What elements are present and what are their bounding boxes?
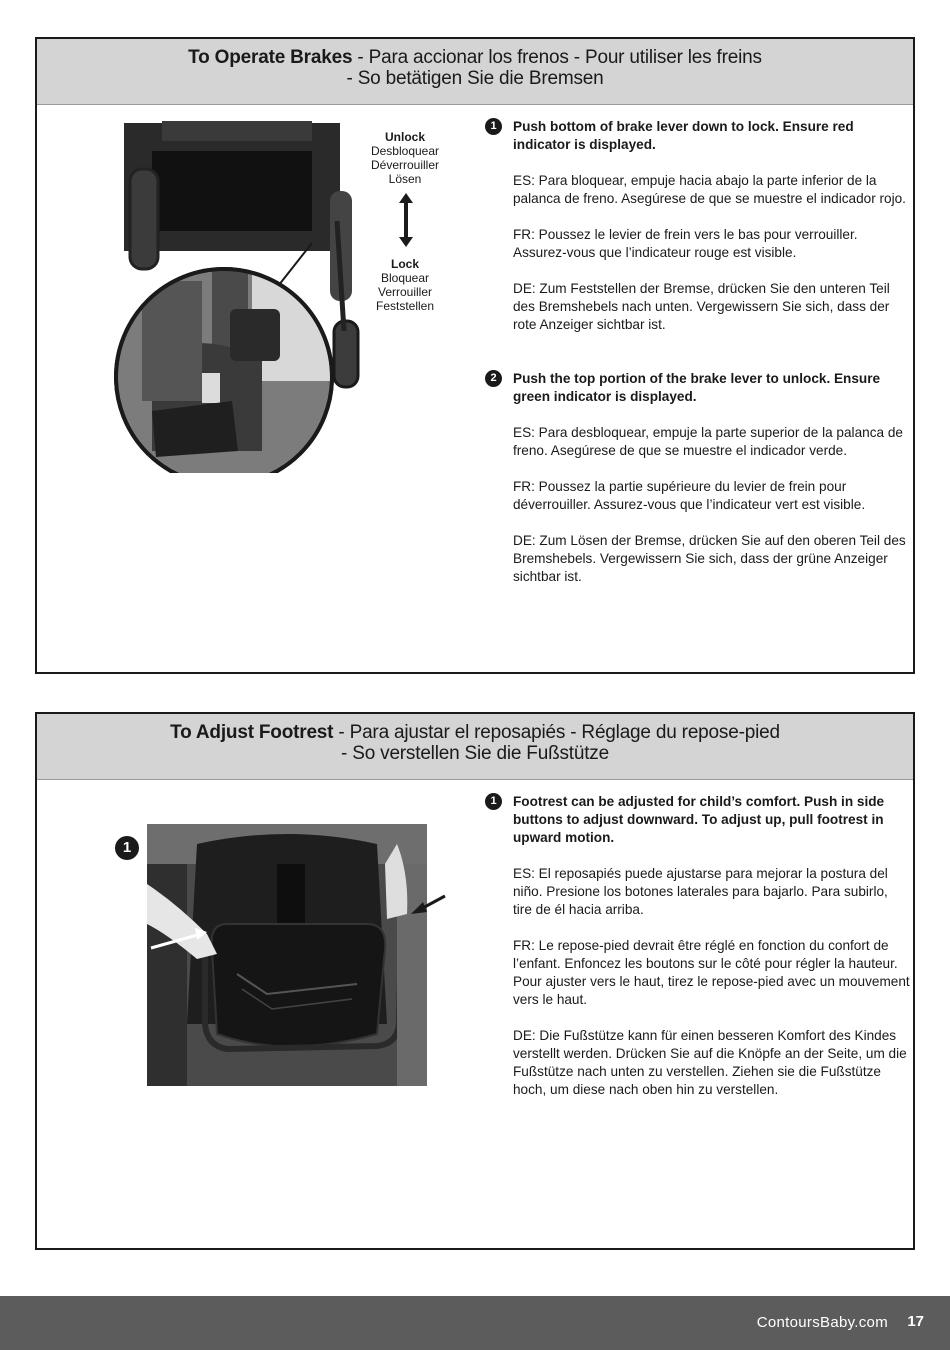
photo-step-badge: 1: [115, 836, 139, 860]
footrest-title-line2: - So verstellen Sie die Fußstütze: [341, 743, 609, 764]
website-link: ContoursBaby.com: [756, 1314, 888, 1331]
footrest-title-bold: To Adjust Footrest: [170, 722, 334, 743]
lock-label: Lock Bloquear Verrouiller Feststellen: [375, 257, 435, 313]
brakes-step-1: [485, 118, 910, 334]
footrest-title-rest: - Para ajustar el reposapiés - Réglage du repose-pied: [333, 722, 780, 743]
footrest-step-1: [485, 793, 910, 1099]
step-text-en: Push bottom of brake lever down to lock. Ensure red indicator is displayed.: [513, 119, 854, 152]
step-number-badge: 1: [485, 793, 502, 810]
up-down-arrow-icon: [398, 193, 414, 247]
brakes-header: [37, 39, 913, 105]
step-text-es: ES: El reposapiés puede ajustarse para mejorar la postura del niño. Presione los botones laterales para bajarlo. Para subirlo, tire de él hacia arriba.: [513, 866, 888, 917]
step-text-en: Push the top portion of the brake lever to unlock. Ensure green indicator is displayed.: [513, 371, 881, 404]
footrest-steps: [485, 793, 910, 1117]
brakes-title-bold: To Operate Brakes: [188, 47, 353, 68]
step-text-de: DE: Zum Lösen der Bremse, drücken Sie auf den oberen Teil des Bremshebels. Vergewissern Sie sich, dass der grüne Anzeiger sichtbar ist.: [513, 533, 906, 584]
step-text-es: ES: Para desbloquear, empuje la parte superior de la palanca de freno. Asegúrese de que se muestre el indicador verde.: [513, 425, 903, 458]
unlock-label: Unlock Desbloquear Déverrouiller Lösen: [370, 130, 440, 186]
step-text-en: Footrest can be adjusted for child’s comfort. Push in side buttons to adjust downward. To adjust up, pull footrest in upward motion.: [513, 794, 885, 845]
page-footer: [0, 1296, 950, 1350]
step-number-badge: 1: [485, 118, 502, 135]
step-text-de: DE: Zum Feststellen der Bremse, drücken Sie den unteren Teil des Bremshebels nach unten. Vergewissern Sie sich, dass der rote Anzeiger sichtbar ist.: [513, 281, 890, 332]
footrest-section: [35, 712, 915, 1250]
step-text-fr: FR: Poussez le levier de frein vers le bas pour verrouiller. Assurez-vous que l’indicateur rouge est visible.: [513, 227, 858, 260]
step-text-de: DE: Die Fußstütze kann für einen besseren Komfort des Kindes verstellt werden. Drücken Sie auf die Knöpfe an der Seite, um die Fußstütze nach unten zu verstellen. Ziehen sie die Fußstütze hoch, um diese nach oben hin zu verstellen.: [513, 1028, 907, 1097]
step-number-badge: 2: [485, 370, 502, 387]
step-text-es: ES: Para bloquear, empuje hacia abajo la parte inferior de la palanca de freno. Asegúrese de que se muestre el indicador rojo.: [513, 173, 906, 206]
brakes-step-2: [485, 370, 910, 586]
footrest-illustration: [147, 824, 447, 1086]
brake-illustration: [112, 121, 372, 473]
brakes-section: [35, 37, 915, 674]
step-text-fr: FR: Le repose-pied devrait être réglé en fonction du confort de l’enfant. Enfoncez les boutons sur le côté pour régler la hauteur. Pour ajuster vers le haut, tirez le repose-pied avec un mouvement vers le haut.: [513, 938, 910, 1007]
footrest-header: [37, 714, 913, 780]
step-text-fr: FR: Poussez la partie supérieure du levier de frein pour déverrouiller. Assurez-vous que l’indicateur vert est visible.: [513, 479, 866, 512]
brakes-title-line2: - So betätigen Sie die Bremsen: [346, 68, 604, 89]
brakes-title-rest: - Para accionar los frenos - Pour utiliser les freins: [352, 47, 762, 68]
brakes-steps: [485, 118, 910, 604]
page-number: 17: [907, 1313, 924, 1330]
